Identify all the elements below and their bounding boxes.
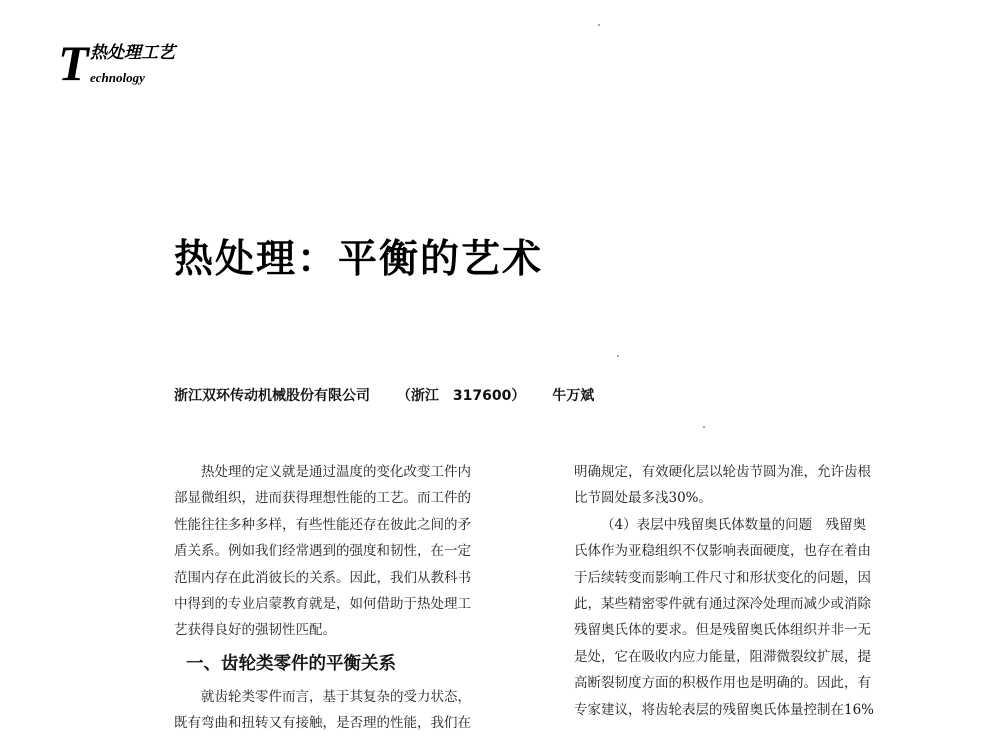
- paragraph-line: 盾关系。例如我们经常遇到的强度和韧性，在一定: [174, 543, 471, 560]
- right-column: [574, 459, 942, 723]
- paragraph-line: 比节圆处最多浅30%。: [574, 490, 713, 507]
- author-line: [174, 389, 594, 403]
- scan-speck: [617, 355, 619, 357]
- scan-speck: [598, 24, 600, 26]
- author-name: 牛万斌: [552, 388, 595, 404]
- paragraph-line: 氏体作为亚稳组织不仅影响表面硬度，也存在着由: [574, 543, 871, 560]
- paragraph-line: 既有弯曲和扭转又有接触，是否理的性能，我们在: [174, 715, 471, 732]
- paragraph-line: 专家建议，将齿轮表层的残留奥氏体量控制在16%: [574, 701, 875, 718]
- paragraph-line: 于后续转变而影响工件尺寸和形状变化的问题，因: [574, 569, 871, 586]
- author-location: （浙江 317600）: [396, 388, 526, 404]
- paragraph-line: 中得到的专业启蒙教育就是，如何借助于热处理工: [174, 595, 471, 612]
- paragraph-line: 是处，它在吸收内应力能量，阻滞微裂纹扩展，提: [574, 648, 871, 665]
- paragraph-line: 范围内存在此消彼长的关系。因此，我们从教科书: [174, 569, 471, 586]
- paragraph-line: 此，某些精密零件就有通过深冷处理而减少或消除: [574, 595, 871, 612]
- paragraph-line: 就齿轮类零件而言，基于其复杂的受力状态，: [201, 688, 471, 705]
- paragraph-line: 性能往往多种多样，有些性能还存在彼此之间的矛: [174, 516, 471, 533]
- paragraph-line: 高断裂韧度方面的积极作用也是明确的。因此，有: [574, 675, 871, 692]
- paragraph-line: 热处理的定义就是通过温度的变化改变工件内: [201, 464, 471, 480]
- section-label-english: echnology: [90, 70, 145, 85]
- paragraph-line: 艺获得良好的强韧性匹配。: [174, 622, 336, 639]
- paragraph-line: （4）表层中残留奥氏体数量的问题 残留奥: [601, 516, 867, 533]
- article-title: 热处理：平衡的艺术: [174, 236, 544, 282]
- paragraph-line: 明确规定，有效硬化层以轮齿节圆为准，允许齿根: [574, 464, 871, 480]
- section-label-chinese: 热处理工艺: [90, 43, 175, 63]
- paragraph-line: 部显微组织，进而获得理想性能的工艺。而工件的: [174, 490, 471, 507]
- paragraph-line: 残留奥氏体的要求。但是残留奥氏体组织并非一无: [574, 622, 871, 639]
- left-column: [174, 459, 532, 737]
- scan-speck: [703, 426, 705, 428]
- author-organization: 浙江双环传动机械股份有限公司: [174, 388, 370, 404]
- section-heading: 一、齿轮类零件的平衡关系: [186, 653, 396, 674]
- section-logo-letter: T: [58, 35, 89, 91]
